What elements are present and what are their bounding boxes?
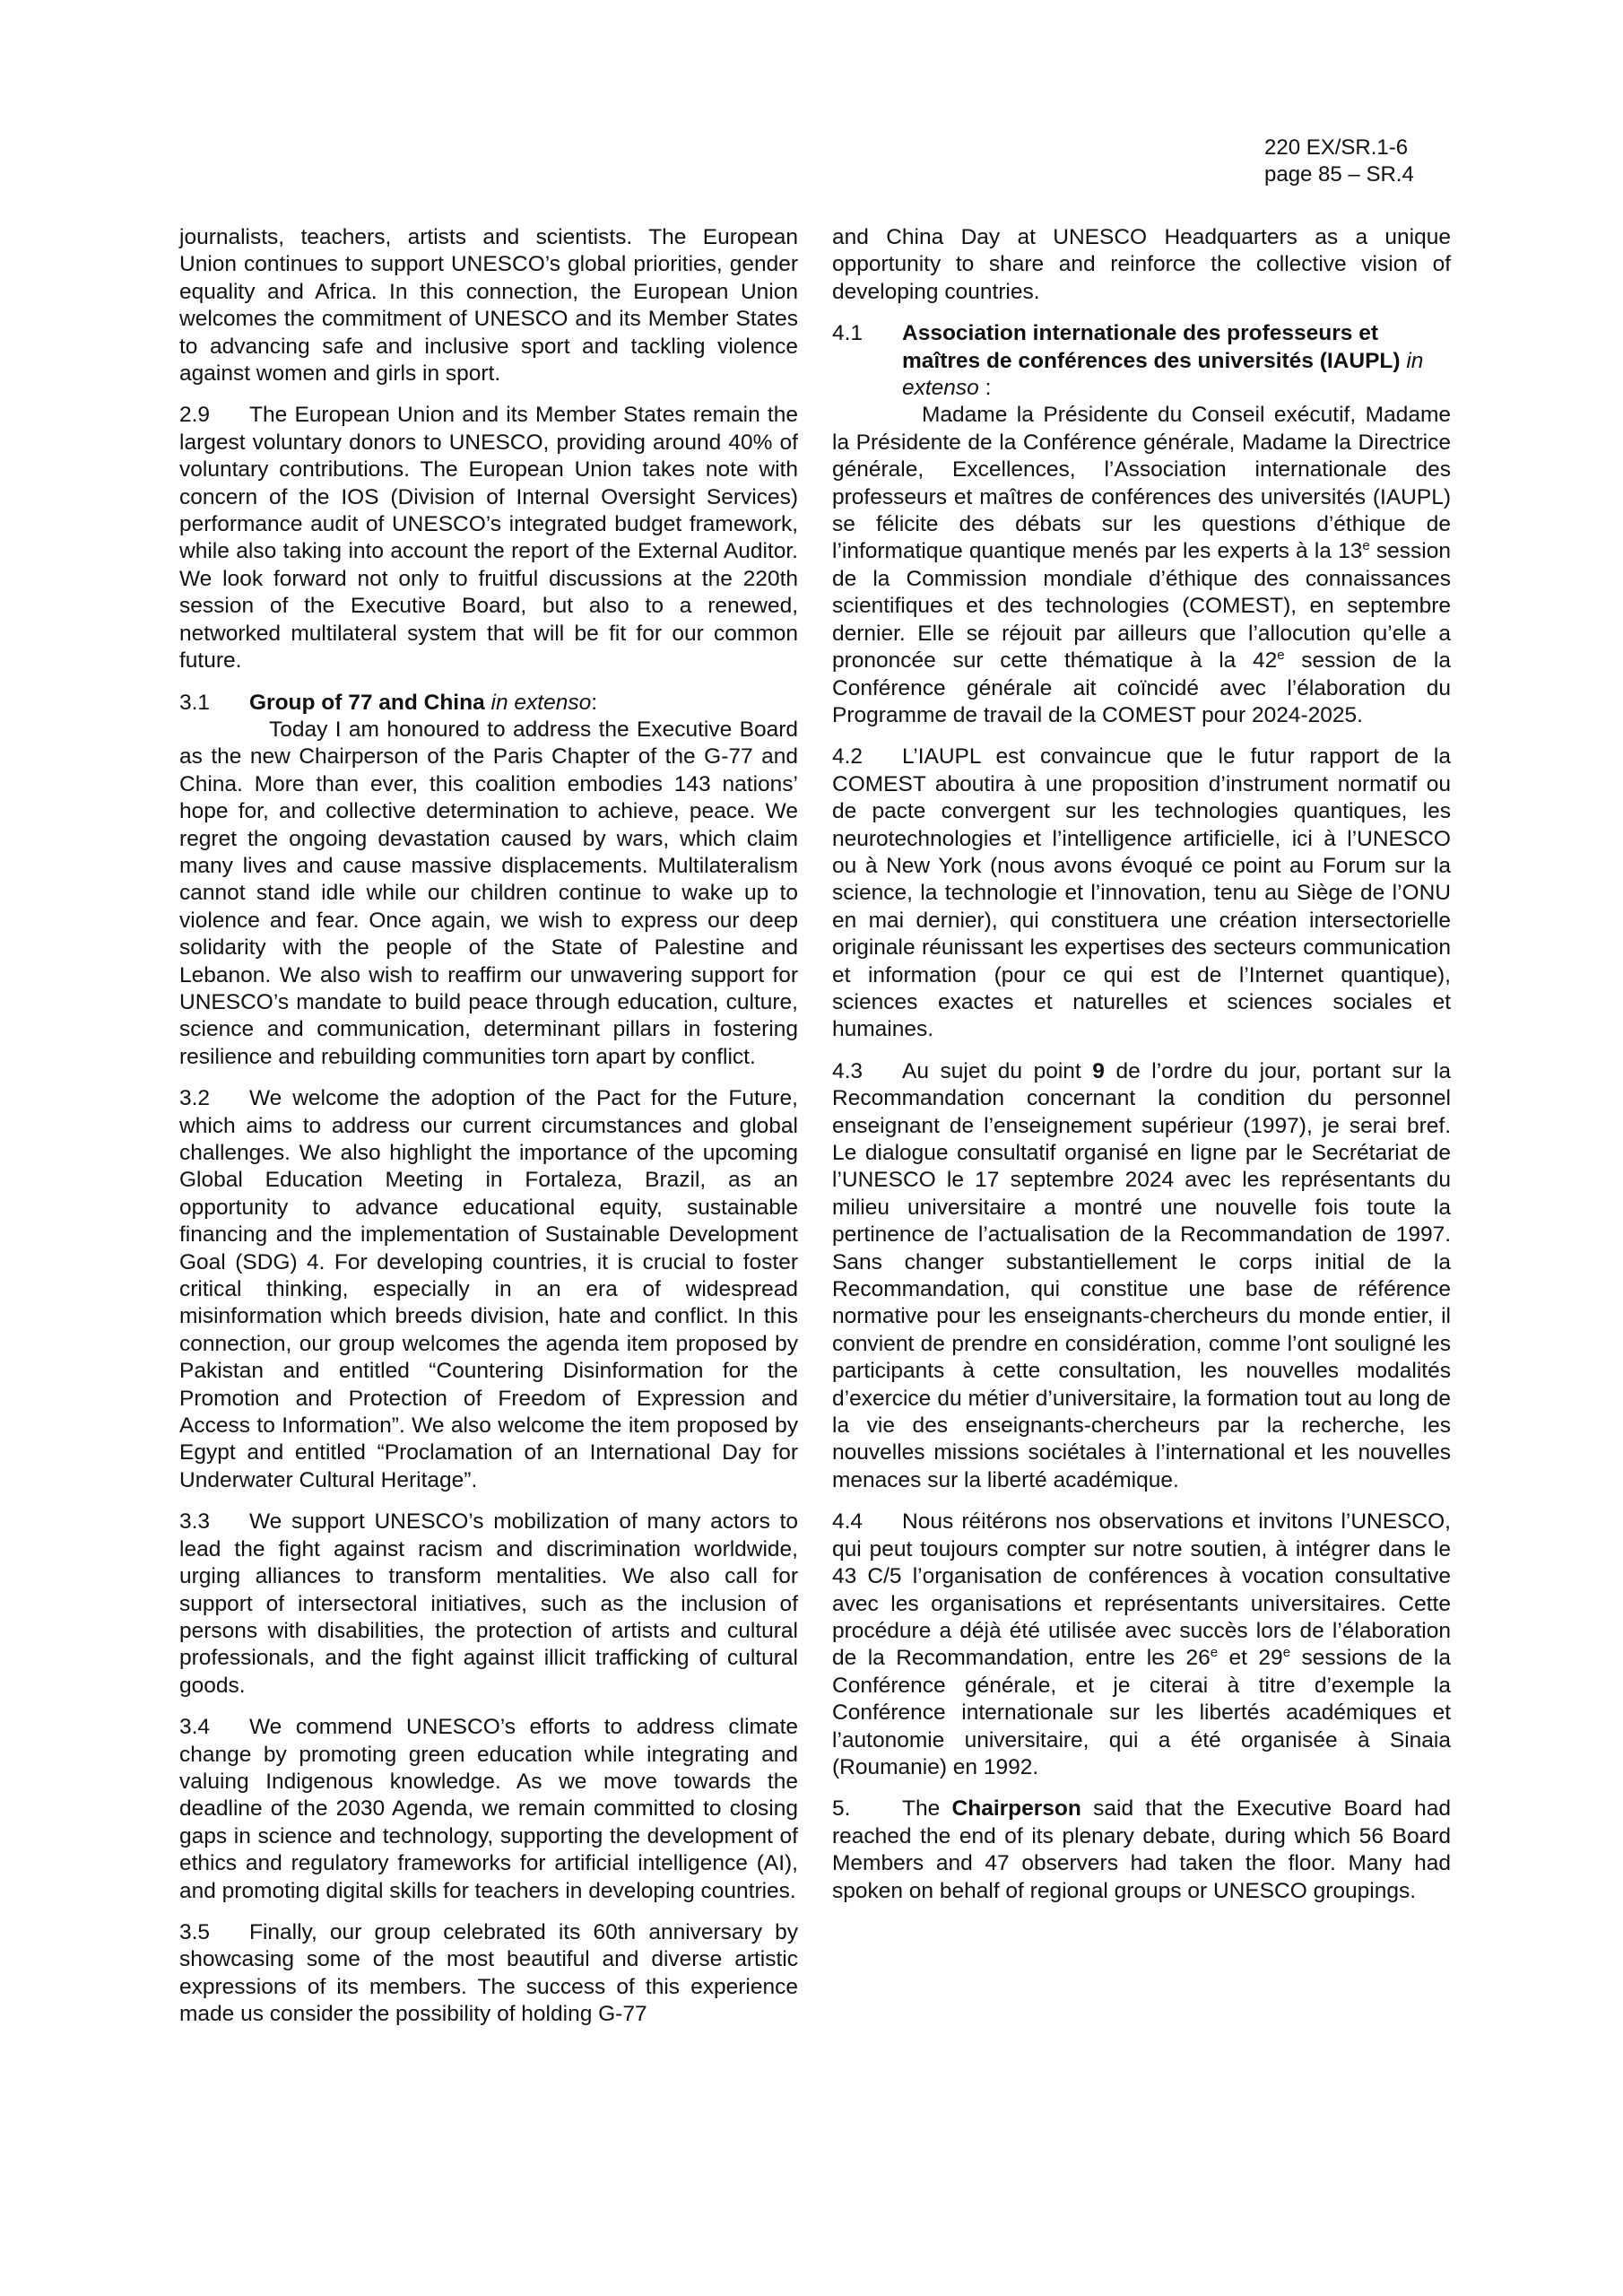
paragraph-2-9 <box>179 402 798 674</box>
paragraph-text: Madame la Présidente du Conseil exécutif, Madame la Présidente de la Conférence générale, Madame la Directrice générale, Excellences, l’Association internationale des professeurs et maîtres de conférences des universités (IAUPL) se félicite des débats sur les questions d’éthique de l’informatique quantique menés par les experts à la 13 <box>832 403 1451 564</box>
heading-title: Group of 77 and China <box>249 690 485 715</box>
paragraph-text: The European Union and its Member States remain the largest voluntary donors to UNESCO, providing around 40% of voluntary contributions. The European Union takes note with concern of the IOS (Division of Internal Oversight Services) performance audit of UNESCO’s integrated budget framework, while also taking into account the report of the External Auditor. We look forward not only to fruitful discussions at the 220th session of the Executive Board, but also to a renewed, networked multilateral system that will be fit for our common future. <box>179 403 798 674</box>
section-heading <box>179 690 798 717</box>
heading-suffix: in extenso <box>902 348 1424 401</box>
heading-colon: : <box>978 376 992 401</box>
section-3-1 <box>179 690 798 1072</box>
agenda-item-number: 9 <box>1092 1058 1105 1083</box>
paragraph-4-4 <box>832 1509 1451 1781</box>
paragraph-number: 3.5 <box>179 1919 211 1944</box>
section-4-1 <box>832 320 1451 729</box>
paragraph-text: and China Day at UNESCO Headquarters as a unique opportunity to share and reinforce the collective vision of developing countries. <box>832 225 1451 304</box>
heading-colon: : <box>591 690 598 715</box>
paragraph-number: 3.1 <box>179 690 211 715</box>
paragraph-intro <box>179 224 798 387</box>
paragraph-3-5 <box>179 1919 798 2029</box>
paragraph-number: 3.4 <box>179 1715 211 1740</box>
chairperson-label: Chairperson <box>951 1796 1081 1822</box>
heading-suffix: in extenso <box>490 690 592 715</box>
paragraph-text: The <box>902 1796 952 1822</box>
paragraph-number: 4.2 <box>832 744 864 770</box>
page-reference: page 85 – SR.4 <box>1264 162 1414 187</box>
paragraph-4-1 <box>832 402 1451 729</box>
paragraph-text: Nous réitérons nos observations et invitons l’UNESCO, qui peut toujours compter sur notre soutien, à intégrer dans le 43 C/5 l’organisation de conférences à vocation consultative avec les organisations et représentants universitaires. Cette procédure a déjà été utilisée avec succès lors de l’élaboration de la Recommandation, entre les 26 <box>832 1509 1451 1671</box>
paragraph-4-2 <box>832 744 1451 1043</box>
paragraph-text: de l’ordre du jour, portant sur la Recommandation concernant la condition du personnel enseignant de l’enseignement supérieur (1997), je serai bref. Le dialogue consultatif organisé en ligne par le Secrétariat de l’UNESCO le 17 septembre 2024 avec les représentants du milieu universitaire a montré une nouvelle fois toute la pertinence de l’actualisation de la Recommandation de 1997. Sans changer substantiellement le corps initial de la Recommandation, qui constitue une base de référence normative pour les enseignants-chercheurs du monde entier, il convient de prendre en considération, comme l’ont souligné les participants à cette consultation, les nouvelles modalités d’exercice du métier d’universitaire, la formation tout au long de la vie des enseignants-chercheurs par la recherche, les nouvelles missions sociétales à l’international et les nouvelles menaces sur la liberté académique. <box>832 1058 1452 1492</box>
paragraph-text: session de la Commission mondiale d’éthique des connaissances scientifiques et des technologies (COMEST), en septembre dernier. Elle se réjouit par ailleurs que l’allocution qu’elle a prononcée sur cette thématique à la 42 <box>832 539 1451 674</box>
superscript: e <box>1282 1645 1291 1661</box>
paragraph-5 <box>832 1796 1451 1905</box>
paragraph-number: 4.1 <box>832 321 864 346</box>
paragraph-text: We commend UNESCO’s efforts to address climate change by promoting green education while integrating and valuing Indigenous knowledge. As we move towards the deadline of the 2030 Agenda, we remain committed to closing gaps in science and technology, supporting the development of ethics and regulatory frameworks for artificial intelligence (AI), and promoting digital skills for teachers in developing countries. <box>179 1715 798 1903</box>
paragraph-number: 4.3 <box>832 1058 864 1083</box>
paragraph-number: 2.9 <box>179 403 211 428</box>
paragraph-continued <box>832 224 1451 306</box>
paragraph-3-1 <box>179 717 798 1071</box>
paragraph-text: et 29 <box>1218 1646 1283 1671</box>
paragraph-text: said that the Executive Board had reached the end of its plenary debate, during which 56 Board Members and 47 observers had taken the floor. Many had spoken on behalf of regional groups or UNESCO groupings. <box>832 1796 1451 1903</box>
paragraph-text: session de la Conférence générale ait coïncidé avec l’élaboration du Programme de travail de la COMEST pour 2024-2025. <box>832 648 1452 727</box>
paragraph-3-4 <box>179 1714 798 1905</box>
superscript: e <box>1277 647 1285 663</box>
paragraph-3-2 <box>179 1085 798 1494</box>
paragraph-text: Today I am honoured to address the Executive Board as the new Chairperson of the Paris Chapter of the G-77 and China. More than ever, this coalition embodies 143 nations’ hope for, and collective determination to achieve, peace. We regret the ongoing devastation caused by wars, which claim many lives and cause massive displacements. Multilateralism cannot stand idle while our children continue to wake up to violence and fear. Once again, we wish to express our deep solidarity with the people of the State of Palestine and Lebanon. We also wish to reaffirm our unwavering support for UNESCO’s mandate to build peace through education, culture, science and communication, determinant pillars in fostering resilience and rebuilding communities torn apart by conflict. <box>179 717 798 1069</box>
right-column <box>832 224 1451 1919</box>
heading-title: Association internationale des professeurs et maîtres de conférences des universités (IAUPL) <box>902 321 1401 373</box>
paragraph-4-3 <box>832 1058 1451 1495</box>
paragraph-number: 4.4 <box>832 1509 864 1535</box>
paragraph-text: sessions de la Conférence générale, et je citerai à titre d’exemple la Conférence internationale sur les libertés académiques et l’autonomie universitaire, qui a été organisée à Sinaia (Roumanie) en 1992. <box>832 1646 1451 1779</box>
paragraph-text: L’IAUPL est convaincue que le futur rapport de la COMEST aboutira à une proposition d’instrument normatif ou de pacte convergent sur les technologies quantiques, les neurotechnologies et l’intelligence artificielle, ici à l’UNESCO ou à New York (nous avons évoqué ce point au Forum sur la science, la technologie et l’innovation, tenu au Siège de l’ONU en mai dernier), qui constituera une création intersectorielle originale réunissant les expertises des secteurs communication et information (pour ce qui est de l’Internet quantique), sciences exactes et naturelles et sciences sociales et humaines. <box>832 744 1451 1042</box>
superscript: e <box>1210 1645 1219 1661</box>
paragraph-text: We support UNESCO’s mobilization of many actors to lead the fight against racism and discrimination worldwide, urging alliances to transform mentalities. We also call for support of intersectoral initiatives, such as the inclusion of persons with disabilities, the protection of artists and cultural professionals, and the fight against illicit trafficking of cultural goods. <box>179 1509 798 1698</box>
paragraph-text: journalists, teachers, artists and scientists. The European Union continues to support UNESCO’s global priorities, gender equality and Africa. In this connection, the European Union welcomes the commitment of UNESCO and its Member States to advancing safe and inclusive sport and tackling violence against women and girls in sport. <box>179 225 798 387</box>
paragraph-text: We welcome the adoption of the Pact for the Future, which aims to address our current circumstances and global challenges. We also highlight the importance of the upcoming Global Education Meeting in Fortaleza, Brazil, as an opportunity to advance educational equity, sustainable financing and the implementation of Sustainable Development Goal (SDG) 4. For developing countries, it is crucial to foster critical thinking, especially in an era of widespread misinformation which breeds division, hate and conflict. In this connection, our group welcomes the agenda item proposed by Pakistan and entitled “Countering Disinformation for the Promotion and Protection of Freedom of Expression and Access to Information”. We also welcome the item proposed by Egypt and entitled “Proclamation of an International Day for Underwater Cultural Heritage”. <box>179 1086 798 1492</box>
document-reference: 220 EX/SR.1-6 <box>1264 135 1409 160</box>
paragraph-number: 3.3 <box>179 1509 211 1535</box>
paragraph-text: Au sujet du point <box>902 1058 1093 1083</box>
superscript: e <box>1362 538 1370 554</box>
paragraph-text: Finally, our group celebrated its 60th anniversary by showcasing some of the most beautiful and diverse artistic expressions of its members. The success of this experience made us consider the possibility of holding G-77 <box>179 1919 798 2027</box>
section-heading <box>832 320 1451 402</box>
page-header <box>1264 135 1414 188</box>
paragraph-3-3 <box>179 1509 798 1700</box>
paragraph-number: 3.2 <box>179 1086 211 1111</box>
left-column <box>179 224 798 2043</box>
paragraph-number: 5. <box>832 1796 851 1822</box>
